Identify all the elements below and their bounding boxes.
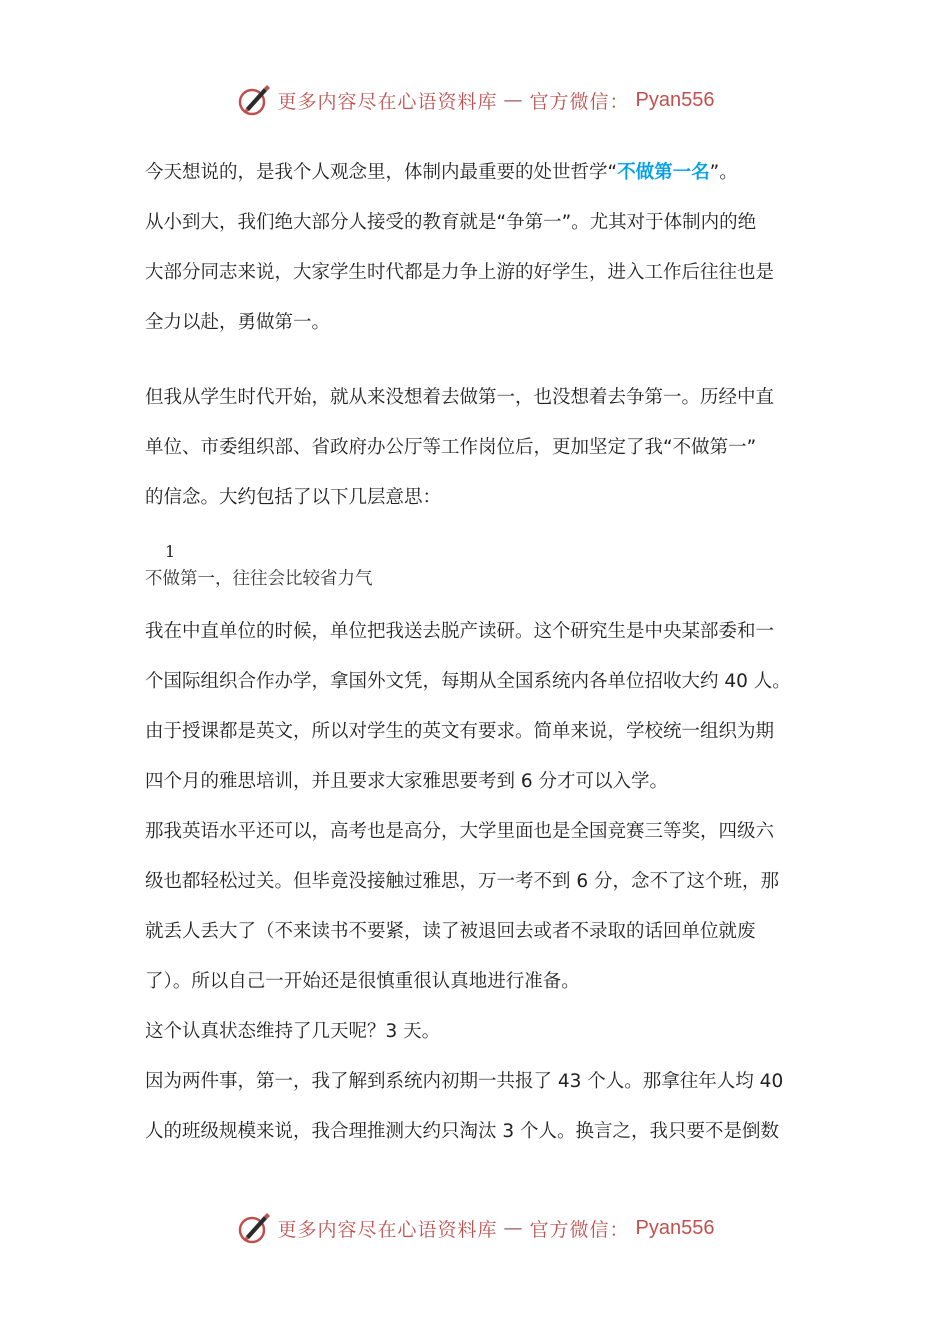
text-line: 人的班级规模来说，我合理推测大约只淘汰 3 个人。换言之，我只要不是倒数 xyxy=(145,1121,780,1142)
pen-logo-icon xyxy=(236,82,272,118)
banner-wechat-id: Pyan556 xyxy=(635,1216,715,1239)
banner-wechat-label: 官方微信： xyxy=(529,90,630,113)
paragraph-intro xyxy=(145,148,805,198)
text-line: 了）。所以自己一开始还是很慎重很认真地进行准备。 xyxy=(145,971,580,992)
banner-wechat-id: Pyan556 xyxy=(635,88,715,111)
banner-separator: — xyxy=(503,89,524,111)
intro-text: 今天想说的，是我个人观念里，体制内最重要的处世哲学“ xyxy=(145,162,618,183)
text-line: 全力以赴，勇做第一。 xyxy=(145,312,331,333)
section-number: 1 xyxy=(165,542,176,561)
text-line: 但我从学生时代开始，就从来没想着去做第一，也没想着去争第一。历经中直 xyxy=(145,387,775,408)
banner-title: 更多内容尽在心语资料库 xyxy=(277,1218,498,1241)
highlight-phrase: 不做第一名 xyxy=(617,162,710,183)
text-line: 因为两件事，第一，我了解到系统内初期一共报了 43 个人。那拿往年人均 40 xyxy=(145,1071,784,1092)
text-line: 从小到大，我们绝大部分人接受的教育就是“争第一”。尤其对于体制内的绝 xyxy=(145,212,757,233)
banner-wechat-label: 官方微信： xyxy=(529,1218,630,1241)
text-line: 就丢人丢大了（不来读书不要紧，读了被退回去或者不录取的话回单位就废 xyxy=(145,921,756,942)
banner-title: 更多内容尽在心语资料库 xyxy=(277,90,498,113)
banner-separator: — xyxy=(503,1217,524,1239)
text-line: 的信念。大约包括了以下几层意思： xyxy=(145,487,442,508)
page-header-banner xyxy=(0,82,950,118)
text-line: 四个月的雅思培训，并且要求大家雅思要考到 6 分才可以入学。 xyxy=(145,771,669,792)
text-line: 由于授课都是英文，所以对学生的英文有要求。简单来说，学校统一组织为期 xyxy=(145,721,775,742)
text-line: 那我英语水平还可以，高考也是高分，大学里面也是全国竞赛三等奖，四级六 xyxy=(145,821,775,842)
text-line: 级也都轻松过关。但毕竟没接触过雅思，万一考不到 6 分，念不了这个班，那 xyxy=(145,871,780,892)
text-line: 这个认真状态维持了几天呢？3 天。 xyxy=(145,1021,441,1042)
text-line: 个国际组织合作办学，拿国外文凭，每期从全国系统内各单位招收大约 40 人。 xyxy=(145,671,791,692)
page-footer-banner xyxy=(0,1210,950,1246)
text-line: 单位、市委组织部、省政府办公厅等工作岗位后，更加坚定了我“不做第一” xyxy=(145,437,757,458)
pen-logo-icon xyxy=(236,1210,272,1246)
intro-text-end: ”。 xyxy=(709,162,738,183)
text-line: 我在中直单位的时候，单位把我送去脱产读研。这个研究生是中央某部委和一 xyxy=(145,621,775,642)
article-body xyxy=(145,148,805,1157)
section-title: 不做第一，往往会比较省力气 xyxy=(145,569,373,589)
text-line: 大部分同志来说，大家学生时代都是力争上游的好学生，进入工作后往往也是 xyxy=(145,262,775,283)
